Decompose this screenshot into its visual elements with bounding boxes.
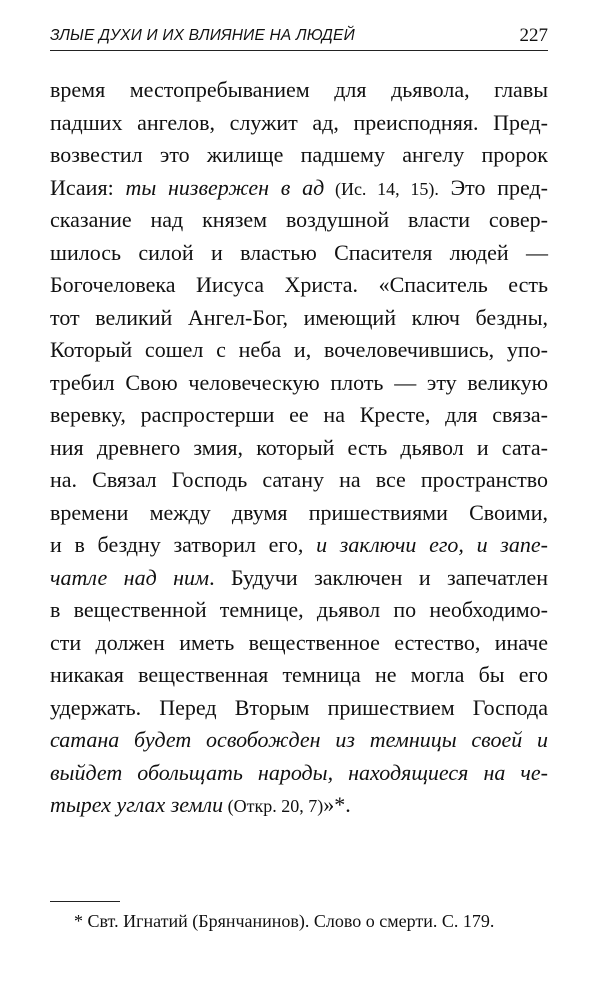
italic-quote: тырех углах земли	[50, 792, 224, 817]
text-line	[50, 789, 548, 822]
text-line	[50, 529, 548, 562]
text-line	[50, 432, 548, 465]
text-run: Богочеловека Иисуса Христа. «Спаситель есть	[50, 272, 548, 297]
text-run: возвестил это жилище падшему ангелу пророк	[50, 142, 548, 167]
text-run: сказание над князем воздушной власти совер-	[50, 207, 548, 232]
text-run: тот великий Ангел-Бог, имеющий ключ бездны,	[50, 304, 548, 330]
text-run: Исаия:	[50, 174, 126, 200]
text-run: никакая вещественная темница не могла бы его	[50, 662, 548, 687]
text-line	[50, 594, 548, 627]
text-line	[50, 334, 548, 367]
main-text	[50, 74, 548, 822]
scripture-reference: (Откр. 20, 7)	[223, 796, 324, 816]
italic-quote: ты низвержен в ад	[125, 174, 325, 200]
text-run: удержать. Перед Вторым пришествием Господа	[50, 694, 548, 720]
text-line	[50, 107, 548, 140]
text-line	[50, 172, 548, 205]
text-line	[50, 139, 548, 172]
text-run: шилось силой и властью Спасителя людей —	[50, 239, 548, 265]
text-run: падших ангелов, служит ад, преисподняя. Пред-	[50, 109, 548, 135]
text-run: »*.	[323, 792, 351, 817]
scripture-reference: (Ис. 14, 15).	[324, 178, 439, 199]
text-run: веревку, распростерши ее на Кресте, для связа-	[50, 402, 548, 427]
text-line	[50, 562, 548, 595]
running-header	[50, 24, 548, 51]
text-line	[50, 464, 548, 497]
text-run: на. Связал Господь сатану на все пространство	[50, 467, 548, 492]
text-line	[50, 659, 548, 692]
footnote: * Свт. Игнатий (Брянчанинов). Слово о смерти. С. 179.	[74, 911, 495, 931]
running-title: ЗЛЫЕ ДУХИ И ИХ ВЛИЯНИЕ НА ЛЮДЕЙ	[50, 27, 355, 44]
italic-quote: и заключи его, и запе-	[316, 532, 548, 557]
text-line	[50, 497, 548, 530]
text-run: требил Свою человеческую плоть — эту великую	[50, 369, 548, 395]
text-run: и в бездну затворил его,	[50, 532, 317, 557]
text-line	[50, 74, 548, 107]
text-run: время местопребыванием для дьявола, главы	[50, 77, 548, 102]
text-line	[50, 724, 548, 757]
text-line	[50, 204, 548, 237]
italic-quote: выйдет обольщать народы, находящиеся на че-	[50, 759, 548, 785]
italic-quote: сатана будет освобожден из темницы своей и	[50, 727, 548, 752]
text-line	[50, 269, 548, 302]
text-run: Это пред-	[438, 174, 548, 200]
text-line	[50, 692, 548, 725]
text-line	[50, 237, 548, 270]
italic-quote: чатле над ним	[50, 564, 210, 590]
page-number: 227	[519, 25, 548, 46]
text-run: ния древнего змия, который есть дьявол и сата-	[50, 434, 548, 460]
text-line	[50, 367, 548, 400]
text-line	[50, 757, 548, 790]
text-run: сти должен иметь вещественное естество, иначе	[50, 629, 548, 655]
text-run: времени между двумя пришествиями Своими,	[50, 499, 548, 525]
text-run: Который сошел с неба и, вочеловечившись, упо-	[50, 337, 548, 362]
text-line	[50, 302, 548, 335]
text-line	[50, 627, 548, 660]
footnote-divider	[50, 901, 120, 902]
text-line	[50, 399, 548, 432]
text-run: . Будучи заключен и запечатлен	[209, 564, 548, 590]
text-run: в вещественной темнице, дьявол по необходимо-	[50, 597, 548, 622]
